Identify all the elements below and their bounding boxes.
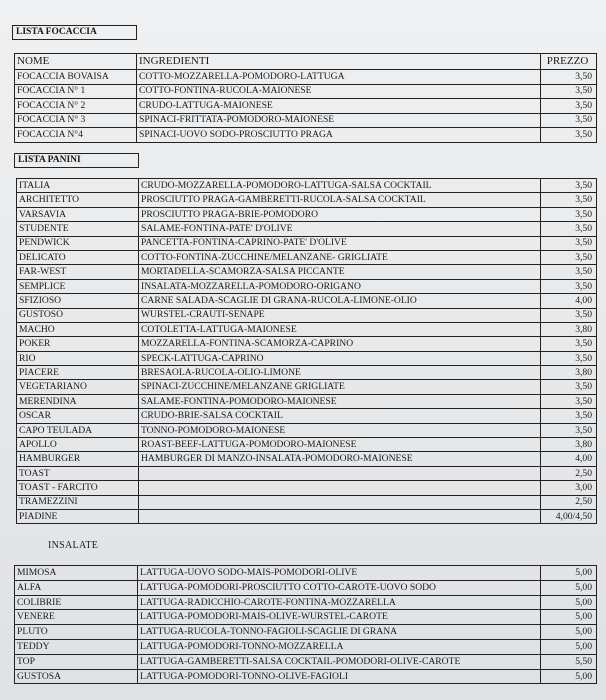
insalate-title: INSALATE <box>48 540 99 551</box>
item-ingredients: COTTO-FONTINA-ZUCCHINE/MELANZANE- GRIGLIATE <box>139 250 541 264</box>
item-name: PIADINE <box>17 509 139 523</box>
item-price: 3,50 <box>541 236 597 250</box>
table-row <box>15 580 597 595</box>
item-name: ITALIA <box>17 179 139 193</box>
table-row <box>17 179 597 193</box>
item-price: 3,50 <box>541 193 597 207</box>
item-price: 3,50 <box>541 265 597 279</box>
item-name: TRAMEZZINI <box>17 495 139 509</box>
table-row <box>17 466 597 480</box>
table-row <box>17 380 597 394</box>
table-row <box>17 308 597 322</box>
item-name: FOCACCIA N° 3 <box>15 113 137 128</box>
table-row <box>17 294 597 308</box>
table-row <box>17 509 597 523</box>
item-ingredients: CRUDO-BRIE-SALSA COCKTAIL <box>139 409 541 423</box>
focaccia-title: LISTA FOCACCIA <box>12 25 137 40</box>
item-ingredients: PROSCIUTTO PRAGA-GAMBERETTI-RUCOLA-SALSA COCKTAIL <box>139 193 541 207</box>
item-ingredients: COTOLETTA-LATTUGA-MAIONESE <box>139 322 541 336</box>
item-ingredients: LATTUGA-POMODORI-TONNO-OLIVE-FAGIOLI <box>138 669 541 684</box>
table-row <box>17 337 597 351</box>
item-ingredients: ROAST-BEEF-LATTUGA-POMODORO-MAIONESE <box>139 438 541 452</box>
item-name: POKER <box>17 337 139 351</box>
item-ingredients: CRUDO-MOZZARELLA-POMODORO-LATTUGA-SALSA COCKTAIL <box>139 179 541 193</box>
item-price: 5,00 <box>541 580 597 595</box>
item-name: HAMBURGER <box>17 452 139 466</box>
table-row <box>17 394 597 408</box>
item-price: 3,50 <box>541 70 597 85</box>
item-ingredients <box>139 495 541 509</box>
item-ingredients: LATTUGA-POMODORI-PROSCIUTTO COTTO-CAROTE-UOVO SODO <box>138 580 541 595</box>
item-price: 3,50 <box>541 113 597 128</box>
item-price: 3,50 <box>541 99 597 114</box>
item-price: 3,80 <box>541 322 597 336</box>
item-price: 3,50 <box>541 337 597 351</box>
item-ingredients: LATTUGA-GAMBERETTI-SALSA COCKTAIL-POMODORI-OLIVE-CAROTE <box>138 654 541 669</box>
item-name: MIMOSA <box>15 566 138 581</box>
item-name: APOLLO <box>17 438 139 452</box>
item-ingredients: TONNO-POMODORO-MAIONESE <box>139 423 541 437</box>
table-row <box>17 250 597 264</box>
item-name: COLIBRIE <box>15 595 138 610</box>
table-row <box>15 595 597 610</box>
table-row <box>17 222 597 236</box>
item-price: 5,50 <box>541 654 597 669</box>
table-row <box>17 366 597 380</box>
item-ingredients: LATTUGA-UOVO SODO-MAIS-POMODORI-OLIVE <box>138 566 541 581</box>
item-ingredients: WURSTEL-CRAUTI-SENAPE <box>139 308 541 322</box>
item-price: 3,50 <box>541 179 597 193</box>
item-name: FOCACCIA N° 2 <box>15 99 137 114</box>
item-price: 3,80 <box>541 438 597 452</box>
item-price: 3,50 <box>541 250 597 264</box>
item-ingredients: PROSCIUTTO PRAGA-BRIE-POMODORO <box>139 207 541 221</box>
item-name: ARCHITETTO <box>17 193 139 207</box>
table-row <box>17 236 597 250</box>
table-row <box>17 495 597 509</box>
item-price: 3,50 <box>541 351 597 365</box>
table-row <box>17 423 597 437</box>
item-name: FOCACCIA N° 1 <box>15 84 137 99</box>
focaccia-table <box>14 53 597 143</box>
table-row <box>15 654 597 669</box>
item-name: TEDDY <box>15 639 138 654</box>
item-price: 5,00 <box>541 595 597 610</box>
item-price: 5,00 <box>541 625 597 640</box>
item-ingredients: LATTUGA-RADICCHIO-CAROTE-FONTINA-MOZZARELLA <box>138 595 541 610</box>
insalate-table <box>14 565 597 684</box>
item-name: SEMPLICE <box>17 279 139 293</box>
item-ingredients <box>139 466 541 480</box>
table-row <box>15 610 597 625</box>
table-row <box>17 265 597 279</box>
item-price: 3,50 <box>541 380 597 394</box>
item-price: 3,50 <box>541 409 597 423</box>
table-row <box>15 625 597 640</box>
item-ingredients: SPINACI-UOVO SODO-PROSCIUTTO PRAGA <box>137 128 541 143</box>
item-ingredients: LATTUGA-POMODORI-TONNO-MOZZARELLA <box>138 639 541 654</box>
item-price: 4,00 <box>541 452 597 466</box>
table-row <box>15 99 597 114</box>
item-ingredients: SALAME-FONTINA-PATE' D'OLIVE <box>139 222 541 236</box>
item-ingredients: COTTO-FONTINA-RUCOLA-MAIONESE <box>137 84 541 99</box>
item-price: 3,50 <box>541 308 597 322</box>
focaccia-header-row <box>15 54 597 70</box>
item-price: 5,00 <box>541 566 597 581</box>
item-ingredients: CRUDO-LATTUGA-MAIONESE <box>137 99 541 114</box>
item-name: VARSAVIA <box>17 207 139 221</box>
table-row <box>15 566 597 581</box>
item-name: DELICATO <box>17 250 139 264</box>
item-ingredients <box>139 509 541 523</box>
item-ingredients: LATTUGA-RUCOLA-TONNO-FAGIOLI-SCAGLIE DI GRANA <box>138 625 541 640</box>
item-price: 3,50 <box>541 279 597 293</box>
item-price: 5,00 <box>541 639 597 654</box>
item-name: GUSTOSO <box>17 308 139 322</box>
item-name: FAR-WEST <box>17 265 139 279</box>
item-name: PENDWICK <box>17 236 139 250</box>
table-row <box>15 669 597 684</box>
item-price: 2,50 <box>541 466 597 480</box>
item-ingredients: INSALATA-MOZZARELLA-POMODORO-ORIGANO <box>139 279 541 293</box>
table-row <box>15 128 597 143</box>
item-name: PLUTO <box>15 625 138 640</box>
item-price: 4,00/4,50 <box>541 509 597 523</box>
item-price: 3,50 <box>541 128 597 143</box>
header-name: NOME <box>15 54 137 70</box>
item-ingredients: HAMBURGER DI MANZO-INSALATA-POMODORO-MAIONESE <box>139 452 541 466</box>
item-ingredients: SPINACI-ZUCCHINE/MELANZANE GRIGLIATE <box>139 380 541 394</box>
item-name: ALFA <box>15 580 138 595</box>
item-price: 3,50 <box>541 84 597 99</box>
table-row <box>17 481 597 495</box>
item-ingredients: BRESAOLA-RUCOLA-OLIO-LIMONE <box>139 366 541 380</box>
item-ingredients: MORTADELLA-SCAMORZA-SALSA PICCANTE <box>139 265 541 279</box>
item-name: OSCAR <box>17 409 139 423</box>
item-name: TOP <box>15 654 138 669</box>
item-ingredients: SPINACI-FRITTATA-POMODORO-MAIONESE <box>137 113 541 128</box>
item-price: 3,50 <box>541 394 597 408</box>
header-price: PREZZO <box>541 54 597 70</box>
item-price: 3,50 <box>541 423 597 437</box>
item-name: SFIZIOSO <box>17 294 139 308</box>
item-ingredients: MOZZARELLA-FONTINA-SCAMORZA-CAPRINO <box>139 337 541 351</box>
panini-title: LISTA PANINI <box>14 153 139 168</box>
table-row <box>17 351 597 365</box>
item-name: FOCACCIA N°4 <box>15 128 137 143</box>
table-row <box>15 70 597 85</box>
item-name: TOAST <box>17 466 139 480</box>
table-row <box>15 84 597 99</box>
item-price: 5,00 <box>541 669 597 684</box>
item-name: MERENDINA <box>17 394 139 408</box>
header-ingredients: INGREDIENTI <box>137 54 541 70</box>
table-row <box>17 452 597 466</box>
item-price: 3,80 <box>541 366 597 380</box>
item-ingredients: SPECK-LATTUGA-CAPRINO <box>139 351 541 365</box>
item-ingredients: CARNE SALADA-SCAGLIE DI GRANA-RUCOLA-LIMONE-OLIO <box>139 294 541 308</box>
item-price: 4,00 <box>541 294 597 308</box>
item-ingredients: SALAME-FONTINA-POMODORO-MAIONESE <box>139 394 541 408</box>
item-name: PIACERE <box>17 366 139 380</box>
item-price: 3,50 <box>541 222 597 236</box>
item-name: STUDENTE <box>17 222 139 236</box>
panini-table <box>16 178 597 524</box>
item-price: 3,00 <box>541 481 597 495</box>
table-row <box>15 639 597 654</box>
item-name: GUSTOSA <box>15 669 138 684</box>
item-name: RIO <box>17 351 139 365</box>
item-ingredients <box>139 481 541 495</box>
item-ingredients: LATTUGA-POMODORI-MAIS-OLIVE-WURSTEL-CAROTE <box>138 610 541 625</box>
item-name: TOAST - FARCITO <box>17 481 139 495</box>
table-row <box>17 322 597 336</box>
table-row <box>17 279 597 293</box>
item-name: FOCACCIA BOVAISA <box>15 70 137 85</box>
item-price: 5,00 <box>541 610 597 625</box>
item-name: MACHO <box>17 322 139 336</box>
item-ingredients: COTTO-MOZZARELLA-POMODORO-LATTUGA <box>137 70 541 85</box>
table-row <box>17 207 597 221</box>
table-row <box>17 409 597 423</box>
table-row <box>17 438 597 452</box>
table-row <box>17 193 597 207</box>
table-row <box>15 113 597 128</box>
item-name: VEGETARIANO <box>17 380 139 394</box>
item-price: 2,50 <box>541 495 597 509</box>
item-name: VENERE <box>15 610 138 625</box>
item-price: 3,50 <box>541 207 597 221</box>
item-name: CAPO TEULADA <box>17 423 139 437</box>
item-ingredients: PANCETTA-FONTINA-CAPRINO-PATE' D'OLIVE <box>139 236 541 250</box>
